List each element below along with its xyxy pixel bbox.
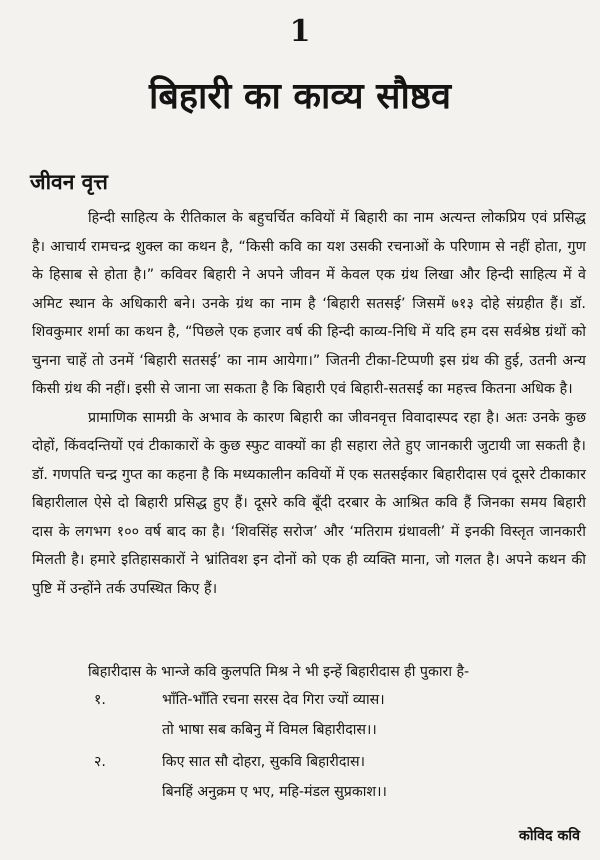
paragraph: हिन्दी साहित्य के रीतिकाल के बहुचर्चित कवियों में बिहारी का नाम अत्यन्त लोकप्रिय एवं प्रसिद्ध है। आचार्य रामचन्द्र शुक्ल का कथन है, “किसी कवि का यश उसकी रचनाओं के परिणाम से नहीं होता, गुण के हिसाब से होता है।” कविवर बिहारी ने अपने जीवन में केवल एक ग्रंथ लिखा और हिन्दी साहित्य में वे अमिट स्थान के अधिकारी बने। उनके ग्रंथ का नाम है ‘बिहारी सतसई’ जिसमें ७१३ दोहे संग्रहीत हैं। डॉ. शिवकुमार शर्मा का कथन है, “पिछले एक हजार वर्ष की हिन्दी काव्य-निधि में यदि हम दस सर्वश्रेष्ठ ग्रंथों को चुनना चाहें तो उनमें ‘बिहारी सतसई’ का नाम आयेगा।” जितनी टीका-टिप्पणी इस ग्रंथ की हुई, उतनी अन्य किसी ग्रंथ की नहीं। इसी से जाना जा सकता है कि बिहारी एवं बिहारी-सतसई का महत्त्व कितना अधिक है। [32, 210, 586, 397]
paragraph: प्रामाणिक सामग्री के अभाव के कारण बिहारी का जीवनवृत्त विवादास्पद रहा है। अतः उनके कुछ दोहों, किंवदन्तियों एवं टीकाकारों के कुछ स्फुट वाक्यों का ही सहारा लेते हुए जानकारी जुटायी जा सकती है। डॉ. गणपति चन्द्र गुप्त का कहना है कि मध्यकालीन कवियों में एक सतसईकार बिहारीदास एवं दूसरे टीकाकार बिहारीलाल ऐसे दो बिहारी प्रसिद्ध हुए हैं। दूसरे कवि बूँदी दरबार के आश्रित कवि हैं जिनका समय बिहारी दास के लगभग १०० वर्ष बाद का है। ‘शिवसिंह सरोज’ और ‘मतिराम ग्रंथावली’ में इनकी विस्तृत जानकारी मिलती है। हमारे इतिहासकारों ने भ्रांतिवश इन दोनों को एक ही व्यक्ति माना, जो गलत है। अपने कथन की पुष्टि में उन्होंने तर्क उपस्थित किए हैं। [32, 409, 586, 597]
verse-number: २. [94, 754, 106, 770]
section-heading: जीवन वृत्त [30, 170, 108, 194]
verse-line: बिनहिं अनुक्रम ए भए, महि-मंडल सुप्रकाश।। [162, 784, 387, 800]
verse-line: तो भाषा सब कबिनु में विमल बिहारीदास।। [162, 722, 377, 738]
chapter-number: 1 [289, 14, 311, 49]
body-text [32, 204, 586, 603]
verse-intro: बिहारीदास के भान्जे कवि कुलपति मिश्र ने भी इन्हें बिहारीदास ही पुकारा है- [88, 664, 470, 680]
verse-block [0, 686, 600, 826]
poet-credit: कोविद कवि [518, 828, 580, 844]
chapter-title: बिहारी का काव्य सौष्ठव [149, 76, 451, 117]
verse-number: १. [94, 692, 106, 708]
verse-line: भाँति-भाँति रचना सरस देव गिरा ज्यों व्यास। [162, 692, 385, 708]
verse-line: किए सात सौ दोहरा, सुकवि बिहारीदास। [162, 754, 365, 770]
